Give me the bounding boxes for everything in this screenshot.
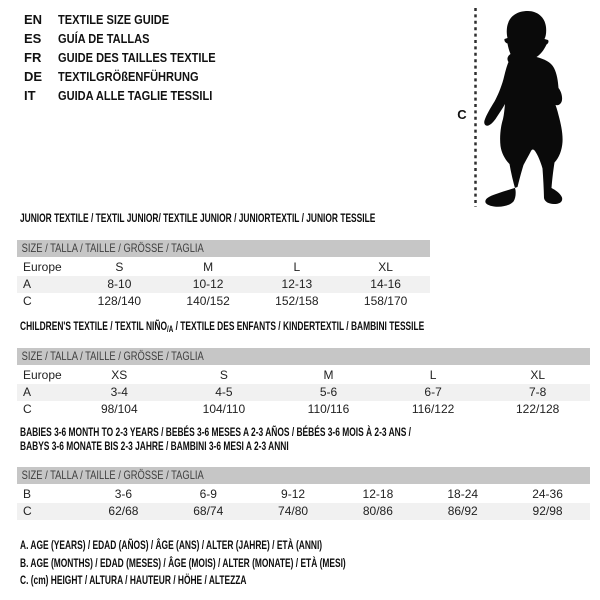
age-cell: 12-18 [362,487,394,501]
age-cell: 6-9 [199,487,217,501]
height-cell: 128/140 [97,294,142,308]
child-height-figure [450,0,600,215]
legend-note-text: B. AGE (MONTHS) / EDAD (MESES) / ÂGE (MOIS) / ALTER (MONATE) / ETÀ (MESI) [20,555,346,570]
legend-notes [20,537,485,590]
age-cell: 3-6 [114,487,133,501]
row-label: Europe [23,368,62,382]
size-header-bar [17,348,590,365]
age-cell: 3-4 [110,385,128,399]
row-label: B [23,487,32,501]
language-code: DE [24,69,43,84]
toddler-silhouette [484,11,562,207]
age-cell: 7-8 [529,385,547,399]
row-label: A [23,277,32,291]
guide-title: TEXTILE SIZE GUIDE [58,12,170,27]
height-cell: 110/116 [307,402,350,416]
language-title-list [24,10,243,105]
language-code: ES [24,31,42,46]
age-cell: 9-12 [281,487,306,501]
size-header-text: SIZE / TALLA / TAILLE / GRÖSSE / TAGLIA [21,241,204,255]
section-title-line1: BABIES 3-6 MONTH TO 2-3 YEARS / BEBÉS 3-6 MESES A 2-3 AÑOS / BÉBÉS 3-6 MOIS À 2-3 ANS / [20,425,412,439]
table-row-height [17,401,590,418]
size-header-text: SIZE / TALLA / TAILLE / GRÖSSE / TAGLIA [21,468,204,482]
height-cell: 86/92 [447,504,478,518]
guide-title: GUIDA ALLE TAGLIE TESSILI [58,88,213,103]
row-label: C [23,402,32,416]
table-row-age-months [17,486,590,503]
height-cell: 98/104 [100,402,138,416]
size-cell: M [323,368,334,382]
size-header-bar [17,467,590,484]
age-cell: 5-6 [319,385,338,399]
table-row-europe [17,367,590,384]
language-row-es [24,29,243,48]
legend-note-text: C. (cm) HEIGHT / ALTURA / HAUTEUR / HÖHE / ALTEZZA [20,573,247,587]
table-row-height [17,293,430,310]
language-row-it [24,86,243,105]
size-cell: L [429,368,437,382]
language-code: IT [24,88,36,103]
table-row-height [17,503,590,520]
height-cell: 92/98 [532,504,563,518]
height-measure-label: C [457,107,467,122]
size-cell: XS [111,368,128,382]
size-header-bar [17,240,430,257]
section-title-line2: BABYS 3-6 MONATE BIS 2-3 JAHRE / BAMBINI 3-6 MESI A 2-3 ANNI [20,438,289,453]
table-row-europe [17,259,430,276]
legend-note-a [20,537,485,555]
height-cell: 74/80 [278,504,309,518]
children-size-table [17,348,590,418]
child-silhouette [450,0,600,215]
height-cell: 62/68 [108,504,139,518]
age-cell: 18-24 [447,487,479,501]
legend-note-b [20,555,485,573]
age-cell: 12-13 [281,277,313,291]
height-cell: 104/110 [202,402,246,416]
language-row-fr [24,48,243,67]
height-cell: 80/86 [362,504,393,518]
language-row-de [24,67,243,86]
size-cell: M [203,260,214,274]
table-row-age [17,384,590,401]
section-title-babies [20,426,579,453]
section-title-junior [20,212,528,226]
size-cell: XL [530,368,546,382]
row-label: A [23,385,32,399]
table-row-age [17,276,430,293]
size-cell: L [293,260,301,274]
row-label: C [23,294,32,308]
nino-a-subscript: /A [166,324,174,334]
guide-title: TEXTILGRÖßENFÜHRUNG [58,69,199,84]
size-cell: S [219,368,228,382]
size-cell: XL [378,260,393,274]
age-cell: 8-10 [107,277,132,291]
guide-title: GUÍA DE TALLAS [58,31,150,46]
height-cell: 140/152 [186,294,230,308]
junior-size-table [17,240,430,310]
legend-note-c [20,572,485,590]
height-cell: 68/74 [193,504,224,518]
guide-title: GUIDE DES TAILLES TEXTILE [58,50,216,65]
age-cell: 10-12 [192,277,224,291]
section-title-text: CHILDREN'S TEXTILE / TEXTIL $NIÑO_{/A}$ / TEXTILE DES ENFANTS / KINDERTEXTIL / BAMBINI TESSILE [20,319,425,334]
language-code: EN [24,12,43,27]
height-cell: 152/158 [275,294,319,308]
height-cell: 116/122 [411,402,455,416]
language-row-en [24,10,243,29]
legend-note-text: A. AGE (YEARS) / EDAD (AÑOS) / ÂGE (ANS) / ALTER (JAHRE) / ETÀ (ANNI) [20,538,323,552]
language-code: FR [24,50,42,65]
row-label: Europe [23,260,62,274]
section-title-children [20,320,597,337]
age-cell: 4-5 [215,385,233,399]
section-title-text: JUNIOR TEXTILE / TEXTIL JUNIOR/ TEXTILE JUNIOR / JUNIORTEXTIL / JUNIOR TESSILE [20,211,376,225]
age-cell: 14-16 [370,277,401,291]
size-header-text: SIZE / TALLA / TAILLE / GRÖSSE / TAGLIA [21,349,204,363]
age-cell: 24-36 [532,487,563,501]
height-cell: 122/128 [515,402,560,416]
size-cell: S [115,260,124,274]
height-cell: 158/170 [363,294,408,308]
age-cell: 6-7 [424,385,442,399]
babies-size-table [17,467,590,520]
row-label: C [23,504,32,518]
